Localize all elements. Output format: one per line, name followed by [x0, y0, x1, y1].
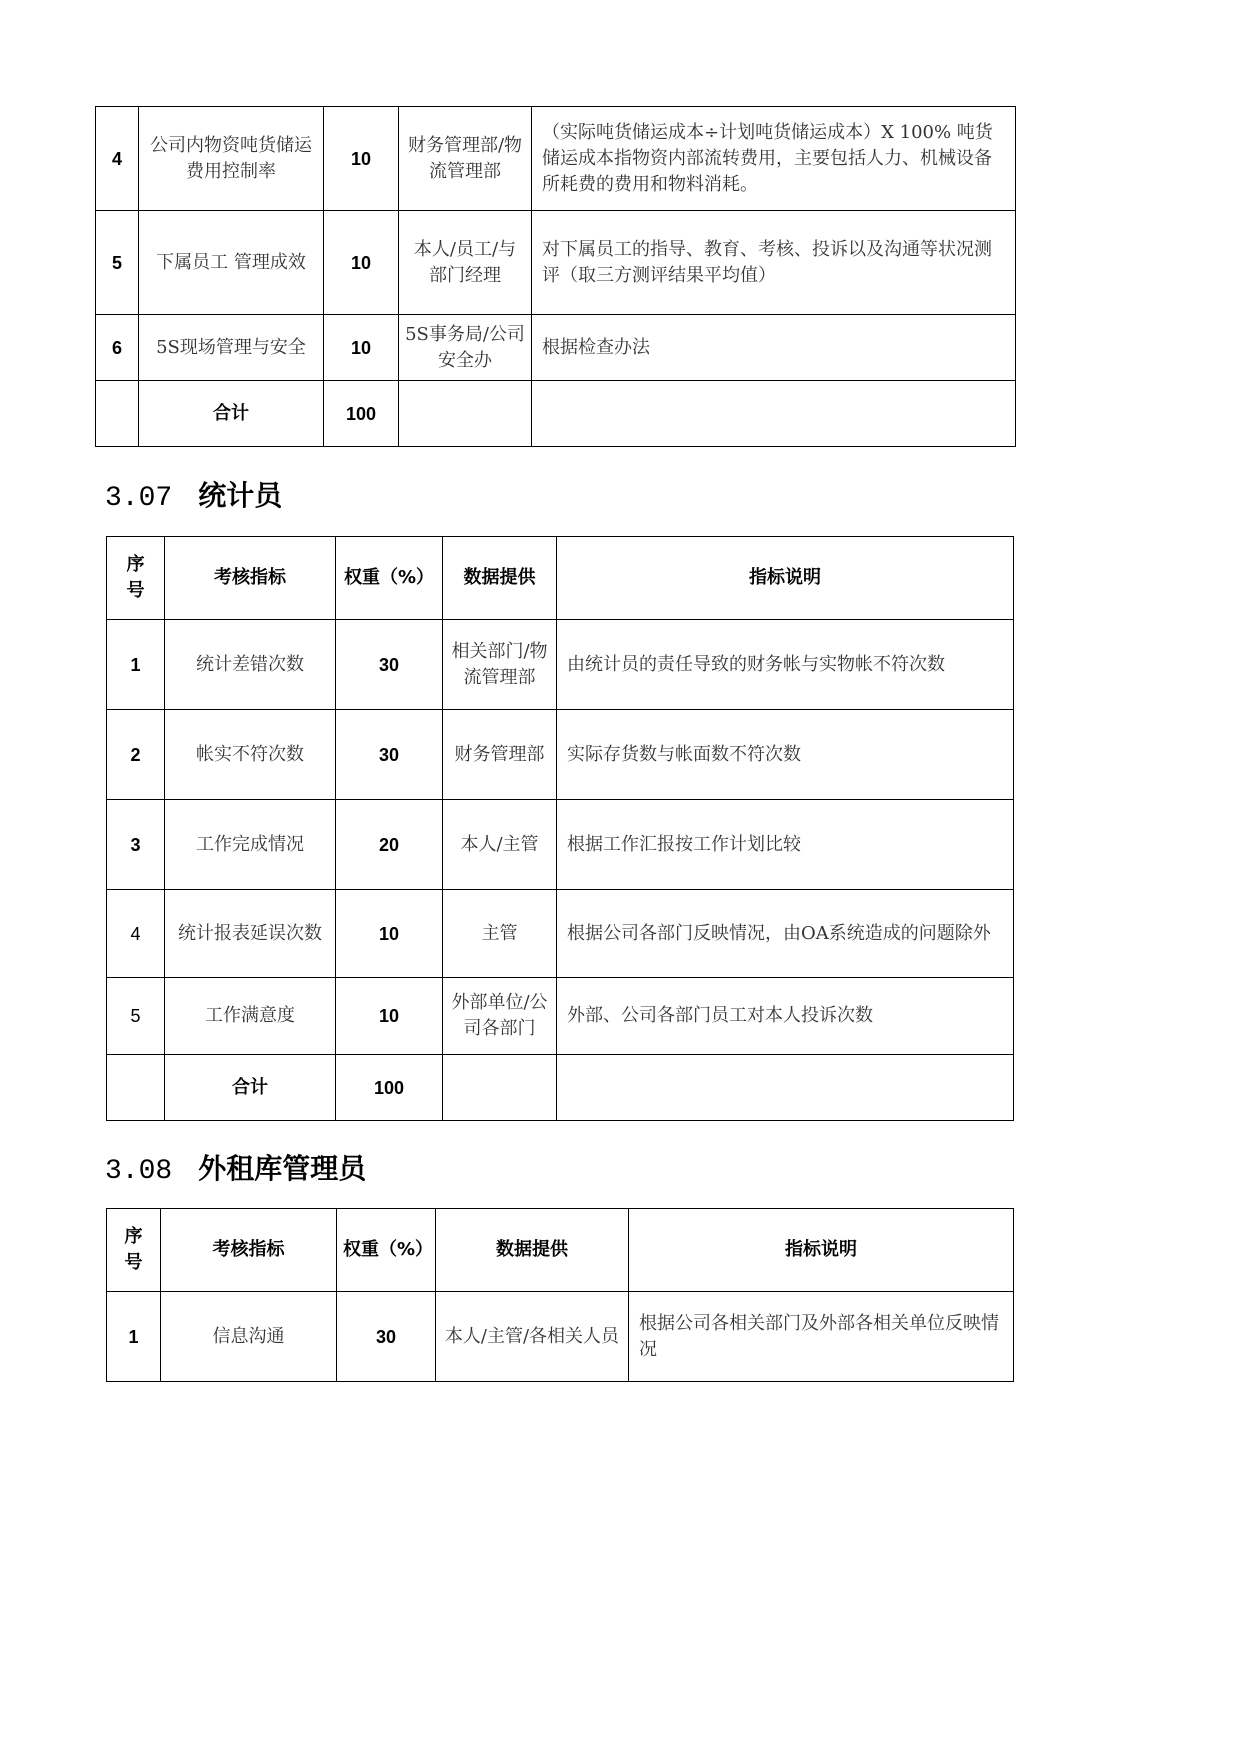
table-row — [96, 211, 1016, 315]
table-row — [96, 315, 1016, 381]
section-title: 统计员 — [198, 479, 283, 512]
provider-cell: 本人/主管/各相关人员 — [436, 1292, 629, 1382]
indicator-cell: 帐实不符次数 — [165, 710, 336, 800]
header-provider: 数据提供 — [443, 537, 557, 620]
weight-cell: 10 — [336, 890, 443, 978]
description-cell: 根据公司各部门反映情况，由OA系统造成的问题除外 — [557, 890, 1014, 978]
empty-cell — [557, 1055, 1014, 1121]
row-number: 5 — [96, 211, 139, 315]
total-row — [107, 1055, 1014, 1121]
header-row — [107, 537, 1014, 620]
total-value: 100 — [336, 1055, 443, 1121]
total-label: 合计 — [165, 1055, 336, 1121]
weight-cell: 10 — [336, 978, 443, 1055]
kpi-table-statistician — [106, 536, 1014, 1121]
row-number: 1 — [107, 1292, 161, 1382]
kpi-table-previous — [95, 106, 1016, 447]
kpi-table-warehouse-keeper — [106, 1208, 1014, 1382]
description-cell: 外部、公司各部门员工对本人投诉次数 — [557, 978, 1014, 1055]
description-cell: 对下属员工的指导、教育、考核、投诉以及沟通等状况测评（取三方测评结果平均值） — [532, 211, 1016, 315]
table-row — [107, 710, 1014, 800]
weight-cell: 20 — [336, 800, 443, 890]
weight-cell: 10 — [324, 315, 399, 381]
indicator-cell: 工作满意度 — [165, 978, 336, 1055]
weight-cell: 30 — [337, 1292, 436, 1382]
header-weight: 权重（%） — [336, 537, 443, 620]
empty-cell — [399, 381, 532, 447]
weight-cell: 30 — [336, 620, 443, 710]
row-number: 3 — [107, 800, 165, 890]
empty-cell — [532, 381, 1016, 447]
row-number: 4 — [96, 107, 139, 211]
total-label: 合计 — [139, 381, 324, 447]
indicator-cell: 信息沟通 — [161, 1292, 337, 1382]
description-cell: 根据工作汇报按工作计划比较 — [557, 800, 1014, 890]
indicator-cell: 公司内物资吨货储运费用控制率 — [139, 107, 324, 211]
header-weight: 权重（%） — [337, 1209, 436, 1292]
table-row — [107, 978, 1014, 1055]
weight-cell: 10 — [324, 211, 399, 315]
weight-cell: 30 — [336, 710, 443, 800]
table-row — [107, 890, 1014, 978]
indicator-cell: 统计报表延误次数 — [165, 890, 336, 978]
header-no: 序号 — [107, 1209, 161, 1292]
total-value: 100 — [324, 381, 399, 447]
header-row — [107, 1209, 1014, 1292]
weight-cell: 10 — [324, 107, 399, 211]
empty-cell — [443, 1055, 557, 1121]
indicator-cell: 5S现场管理与安全 — [139, 315, 324, 381]
header-description: 指标说明 — [557, 537, 1014, 620]
table-row — [107, 800, 1014, 890]
table-row — [107, 620, 1014, 710]
row-number: 6 — [96, 315, 139, 381]
header-no: 序号 — [107, 537, 165, 620]
header-indicator: 考核指标 — [165, 537, 336, 620]
description-cell: 实际存货数与帐面数不符次数 — [557, 710, 1014, 800]
provider-cell: 本人/主管 — [443, 800, 557, 890]
total-row — [96, 381, 1016, 447]
provider-cell: 财务管理部 — [443, 710, 557, 800]
provider-cell: 外部单位/公司各部门 — [443, 978, 557, 1055]
indicator-cell: 统计差错次数 — [165, 620, 336, 710]
row-number: 1 — [107, 620, 165, 710]
provider-cell: 主管 — [443, 890, 557, 978]
table-row — [96, 107, 1016, 211]
row-number: 4 — [107, 890, 165, 978]
section-heading-307 — [105, 474, 282, 514]
description-cell: 根据公司各相关部门及外部各相关单位反映情况 — [629, 1292, 1014, 1382]
header-provider: 数据提供 — [436, 1209, 629, 1292]
section-number: 3.07 — [105, 483, 173, 514]
header-description: 指标说明 — [629, 1209, 1014, 1292]
provider-cell: 5S事务局/公司安全办 — [399, 315, 532, 381]
section-heading-308 — [105, 1147, 366, 1187]
section-title: 外租库管理员 — [198, 1152, 367, 1185]
row-number: 2 — [107, 710, 165, 800]
row-number: 5 — [107, 978, 165, 1055]
empty-cell — [96, 381, 139, 447]
header-indicator: 考核指标 — [161, 1209, 337, 1292]
description-cell: （实际吨货储运成本÷计划吨货储运成本）X 100% 吨货储运成本指物资内部流转费用，主要包括人力、机械设备所耗费的费用和物料消耗。 — [532, 107, 1016, 211]
section-number: 3.08 — [105, 1156, 173, 1187]
description-cell: 根据检查办法 — [532, 315, 1016, 381]
empty-cell — [107, 1055, 165, 1121]
indicator-cell: 下属员工 管理成效 — [139, 211, 324, 315]
table-row — [107, 1292, 1014, 1382]
description-cell: 由统计员的责任导致的财务帐与实物帐不符次数 — [557, 620, 1014, 710]
provider-cell: 相关部门/物流管理部 — [443, 620, 557, 710]
provider-cell: 本人/员工/与 部门经理 — [399, 211, 532, 315]
indicator-cell: 工作完成情况 — [165, 800, 336, 890]
provider-cell: 财务管理部/物流管理部 — [399, 107, 532, 211]
